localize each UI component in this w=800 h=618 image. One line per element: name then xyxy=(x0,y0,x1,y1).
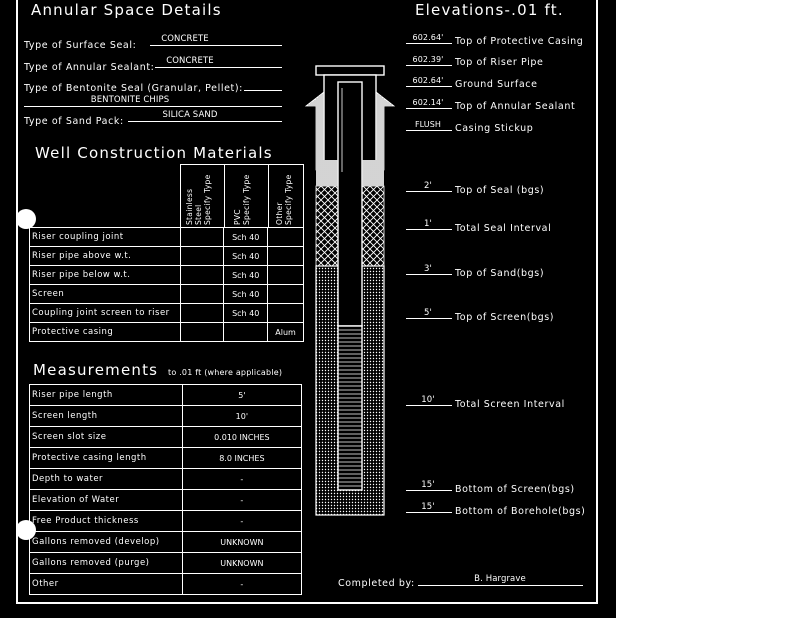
elev-stickup-label: Casing Stickup xyxy=(455,123,534,134)
completed-by-value: B. Hargrave xyxy=(474,574,526,584)
elev-stickup-value: FLUSH xyxy=(414,120,442,129)
depth-top-screen-label: Top of Screen(bgs) xyxy=(455,312,555,323)
elevations-title: Elevations-.01 ft. xyxy=(415,1,564,19)
other-col-header: Other Specify Type xyxy=(268,164,304,228)
elev-sealant-value: 602.14' xyxy=(412,98,444,107)
elev-riser-value: 602.39' xyxy=(412,55,444,64)
annular-sealant-label: Type of Annular Sealant: xyxy=(24,62,155,73)
elev-casing-value: 602.64' xyxy=(412,33,444,42)
depth-bottom-screen-label: Bottom of Screen(bgs) xyxy=(455,484,575,495)
elev-casing-label: Top of Protective Casing xyxy=(455,36,584,47)
measurements-note: to .01 ft (where applicable) xyxy=(168,368,283,377)
well-screen xyxy=(338,326,362,490)
elev-ground-label: Ground Surface xyxy=(455,79,538,90)
table-row: Depth to water - xyxy=(30,469,302,490)
depth-seal-interval-value: 1' xyxy=(424,219,432,229)
pvc-col-header: PVC Specify Type xyxy=(224,164,269,228)
depth-top-screen-value: 5' xyxy=(424,308,432,318)
depth-seal-interval-label: Total Seal Interval xyxy=(455,223,552,234)
table-row: Free Product thickness - xyxy=(30,511,302,532)
depth-screen-interval-value: 10' xyxy=(421,395,435,405)
well-diagram xyxy=(300,60,400,520)
casing-cap xyxy=(316,66,384,75)
table-row: Other - xyxy=(30,574,302,595)
punch-hole xyxy=(16,209,36,229)
surface-seal-label: Type of Surface Seal: xyxy=(24,40,137,51)
completed-by-label: Completed by: xyxy=(338,578,415,589)
bentonite-seal-label: Type of Bentonite Seal (Granular, Pellet): xyxy=(24,83,243,94)
table-row: Protective casing Alum xyxy=(30,323,304,342)
materials-table xyxy=(29,227,304,342)
depth-top-sand-value: 3' xyxy=(424,264,432,274)
table-row: Elevation of Water - xyxy=(30,490,302,511)
sand-pack-label: Type of Sand Pack: xyxy=(24,116,124,127)
depth-top-seal-value: 2' xyxy=(424,181,432,191)
table-row: Coupling joint screen to riser Sch 40 xyxy=(30,304,304,323)
elev-riser-label: Top of Riser Pipe xyxy=(455,57,544,68)
depth-screen-interval-label: Total Screen Interval xyxy=(455,399,565,410)
table-row: Riser pipe length 5' xyxy=(30,385,302,406)
table-row: Screen Sch 40 xyxy=(30,285,304,304)
table-row: Gallons removed (purge) UNKNOWN xyxy=(30,553,302,574)
materials-title: Well Construction Materials xyxy=(35,144,273,162)
surface-seal-value: CONCRETE xyxy=(161,34,209,44)
table-row: Riser pipe above w.t. Sch 40 xyxy=(30,247,304,266)
bentonite-seal-value: BENTONITE CHIPS xyxy=(90,95,170,105)
elev-sealant-label: Top of Annular Sealant xyxy=(455,101,576,112)
measurements-table xyxy=(29,384,302,595)
table-row: Riser coupling joint Sch 40 xyxy=(30,228,304,247)
depth-bottom-borehole-value: 15' xyxy=(421,502,435,512)
depth-bottom-screen-value: 15' xyxy=(421,480,435,490)
table-row: Screen length 10' xyxy=(30,406,302,427)
elev-ground-value: 602.64' xyxy=(412,76,444,85)
depth-top-sand-label: Top of Sand(bgs) xyxy=(455,268,545,279)
table-row: Gallons removed (develop) UNKNOWN xyxy=(30,532,302,553)
stainless-col-header: Stainless Steel Specify Type xyxy=(180,164,225,228)
sand-pack-value: SILICA SAND xyxy=(162,110,218,120)
table-row: Riser pipe below w.t. Sch 40 xyxy=(30,266,304,285)
measurements-title: Measurements xyxy=(33,361,159,379)
table-row: Screen slot size 0.010 INCHES xyxy=(30,427,302,448)
annular-space-title: Annular Space Details xyxy=(31,1,222,19)
depth-bottom-borehole-label: Bottom of Borehole(bgs) xyxy=(455,506,586,517)
table-row: Protective casing length 8.0 INCHES xyxy=(30,448,302,469)
annular-sealant-value: CONCRETE xyxy=(166,56,214,66)
depth-top-seal-label: Top of Seal (bgs) xyxy=(455,185,545,196)
